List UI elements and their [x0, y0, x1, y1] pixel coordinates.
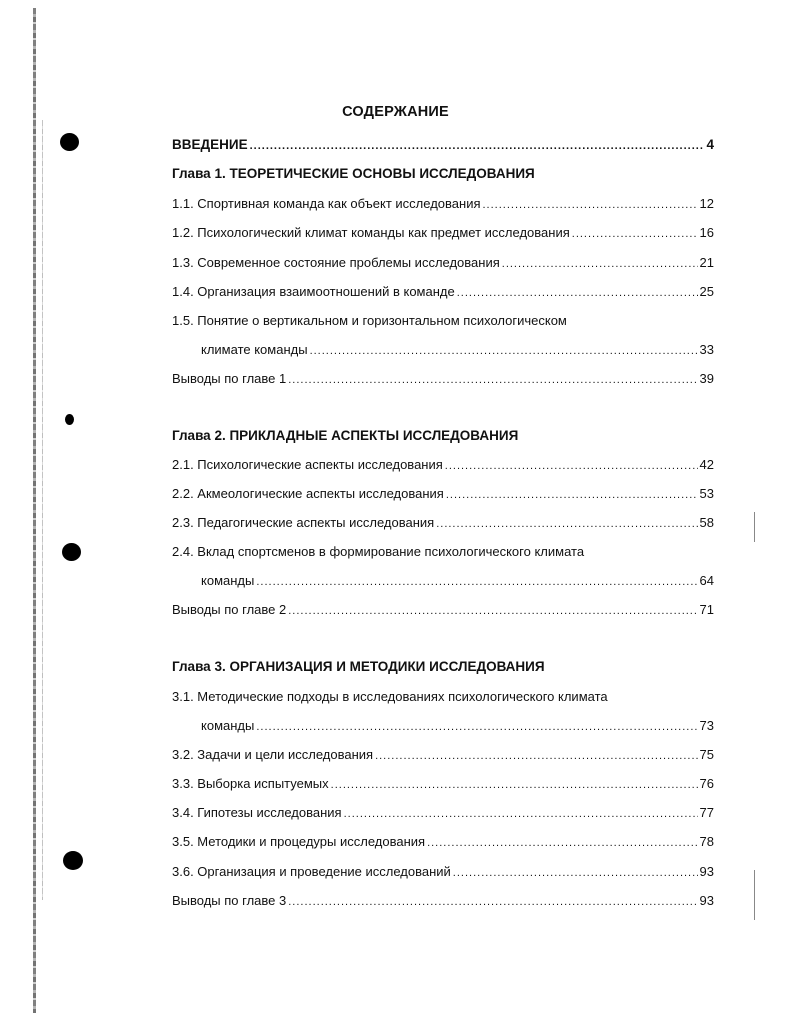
toc-entry-title-line1: 3.1. Методические подходы в исследованиях психологического климата: [172, 689, 608, 704]
toc-entry-title: 3.3. Выборка испытуемых: [172, 776, 329, 791]
toc-leader: [310, 342, 698, 360]
toc-page-number: 39: [699, 371, 714, 386]
toc-page-number: 78: [699, 834, 714, 849]
toc-leader: [344, 805, 698, 823]
toc-entry-title: климате команды: [201, 342, 308, 357]
toc-page-number: 33: [699, 342, 714, 357]
page-title: СОДЕРЖАНИЕ: [342, 104, 449, 120]
toc-entry: [201, 717, 714, 736]
chapter-heading: Глава 3. ОРГАНИЗАЦИЯ И МЕТОДИКИ ИССЛЕДОВАНИЯ: [172, 659, 545, 674]
toc-entry-title: 1.2. Психологический климат команды как предмет исследования: [172, 225, 570, 240]
toc-entry-title: 3.2. Задачи и цели исследования: [172, 747, 374, 762]
toc-page-number: 16: [699, 225, 714, 240]
toc-page-number: 71: [699, 602, 714, 617]
toc-page-number: 21: [699, 255, 714, 270]
toc-leader: [445, 457, 698, 475]
toc-page-number: 75: [699, 747, 714, 762]
toc-leader: [256, 573, 697, 591]
toc-leader: [256, 718, 697, 736]
toc-entry-title: 2.2. Акмеологические аспекты исследования: [172, 486, 444, 501]
toc-entry: [172, 863, 714, 882]
toc-page-number: 4: [706, 137, 714, 152]
toc-leader: [250, 137, 705, 155]
toc-leader: [436, 515, 697, 533]
toc-entry-conclusions: [172, 601, 714, 620]
toc-entry-title: команды: [201, 573, 255, 588]
toc-entry: [172, 775, 714, 794]
toc-leader: [288, 893, 697, 911]
punch-hole-top: [60, 133, 79, 151]
toc-leader: [288, 371, 697, 389]
toc-page-number: 73: [699, 718, 714, 733]
punch-hole-small: [65, 414, 74, 425]
toc-leader: [427, 834, 697, 852]
toc-page-number: 53: [699, 486, 714, 501]
toc-entry-title: 1.1. Спортивная команда как объект исследования: [172, 196, 481, 211]
toc-entry-intro: [172, 136, 714, 155]
scan-binding-edge: [33, 8, 36, 1013]
scan-binding-edge-faint: [42, 120, 43, 900]
toc-entry-title: 1.4. Организация взаимоотношений в команде: [172, 284, 455, 299]
toc-leader: [457, 284, 698, 302]
toc-entry: [172, 833, 714, 852]
toc-page-number: 77: [699, 805, 714, 820]
toc-leader: [375, 747, 697, 765]
toc-page-number: 64: [699, 573, 714, 588]
toc-leader: [331, 776, 698, 794]
toc-entry: [172, 224, 714, 243]
toc-leader: [572, 225, 698, 243]
toc-entry: [172, 514, 714, 533]
chapter-heading: Глава 1. ТЕОРЕТИЧЕСКИЕ ОСНОВЫ ИССЛЕДОВАНИЯ: [172, 166, 535, 181]
scan-mark-right: [754, 870, 755, 920]
toc-page-number: 93: [699, 864, 714, 879]
toc-entry: [172, 485, 714, 504]
toc-entry-title: 2.3. Педагогические аспекты исследования: [172, 515, 435, 530]
toc-page-number: 76: [699, 776, 714, 791]
toc-entry-title: Выводы по главе 1: [172, 371, 287, 386]
toc-page-number: 42: [699, 457, 714, 472]
chapter-heading: Глава 2. ПРИКЛАДНЫЕ АСПЕКТЫ ИССЛЕДОВАНИЯ: [172, 428, 519, 443]
toc-page-number: 93: [699, 893, 714, 908]
toc-entry-title-line1: 2.4. Вклад спортсменов в формирование психологического климата: [172, 544, 585, 559]
toc-entry: [201, 572, 714, 591]
toc-entry-title: Выводы по главе 3: [172, 893, 287, 908]
toc-entry: [201, 341, 714, 360]
toc-entry: [172, 746, 714, 765]
toc-page-number: 25: [699, 284, 714, 299]
toc-entry-title: Выводы по главе 2: [172, 602, 287, 617]
toc-entry-title: 3.4. Гипотезы исследования: [172, 805, 342, 820]
toc-entry: [172, 804, 714, 823]
toc-entry-title: ВВЕДЕНИЕ: [172, 137, 248, 152]
punch-hole-middle: [62, 543, 81, 561]
punch-hole-bottom: [63, 851, 83, 870]
toc-page-number: 58: [699, 515, 714, 530]
toc-entry-conclusions: [172, 370, 714, 389]
toc-entry-title: 1.3. Современное состояние проблемы исследования: [172, 255, 500, 270]
toc-entry-title: 3.6. Организация и проведение исследований: [172, 864, 451, 879]
toc-entry: [172, 456, 714, 475]
toc-entry: [172, 254, 714, 273]
toc-entry-title: 3.5. Методики и процедуры исследования: [172, 834, 426, 849]
toc-entry-conclusions: [172, 892, 714, 911]
toc-leader: [502, 255, 698, 273]
toc-leader: [453, 864, 698, 882]
toc-entry-title: 2.1. Психологические аспекты исследования: [172, 457, 443, 472]
toc-leader: [446, 486, 698, 504]
scan-mark-right: [754, 512, 755, 542]
toc-entry: [172, 283, 714, 302]
toc-entry-title: команды: [201, 718, 255, 733]
toc-page-number: 12: [699, 196, 714, 211]
toc-leader: [483, 196, 698, 214]
toc-entry: [172, 195, 714, 214]
toc-leader: [288, 602, 697, 620]
toc-entry-title-line1: 1.5. Понятие о вертикальном и горизонтальном психологическом: [172, 313, 567, 328]
